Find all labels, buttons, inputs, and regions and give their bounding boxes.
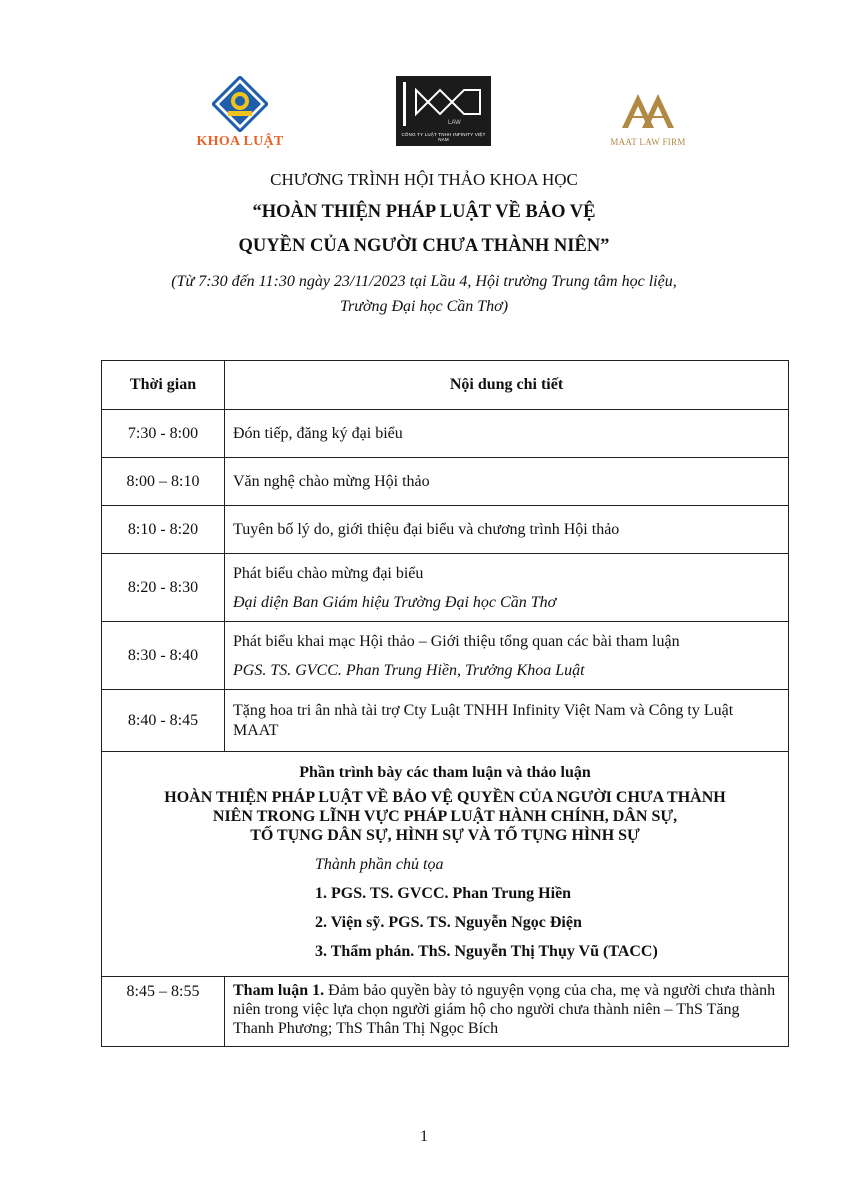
row-time: 8:45 – 8:55 bbox=[102, 977, 225, 1047]
infinity-mark-text: LAW bbox=[448, 120, 461, 126]
table-row bbox=[102, 410, 789, 458]
row-content bbox=[225, 554, 789, 622]
chair-item: 2. Viện sỹ. PGS. TS. Nguyễn Ngọc Điện bbox=[315, 914, 582, 931]
chair-item: 1. PGS. TS. GVCC. Phan Trung Hiền bbox=[315, 885, 572, 902]
infinity-small-text: CÔNG TY LUẬT TNHH INFINITY VIỆT NAM bbox=[401, 132, 486, 142]
session-title-line2: NIÊN TRONG LĨNH VỰC PHÁP LUẬT HÀNH CHÍNH, DÂN SỰ, bbox=[212, 808, 678, 825]
chair-label: Thành phần chủ tọa bbox=[315, 856, 444, 873]
program-table bbox=[101, 360, 789, 1047]
chair-item: 3. Thẩm phán. ThS. Nguyễn Thị Thụy Vũ (TACC) bbox=[315, 943, 658, 960]
khoa-luat-logo bbox=[190, 72, 290, 150]
program-info-line2: Trường Đại học Cần Thơ) bbox=[339, 298, 509, 315]
talk-content bbox=[225, 977, 789, 1047]
table-row bbox=[102, 977, 789, 1047]
row-content: Tuyên bố lý do, giới thiệu đại biểu và chương trình Hội thảo bbox=[225, 506, 789, 554]
maat-law-logo bbox=[608, 88, 688, 147]
program-title-line1: “HOÀN THIỆN PHÁP LUẬT VỀ BẢO VỆ bbox=[252, 202, 596, 222]
program-title-line2: QUYỀN CỦA NGƯỜI CHƯA THÀNH NIÊN” bbox=[238, 236, 610, 256]
session-label: Phần trình bày các tham luận và thảo luận bbox=[299, 764, 591, 781]
row-content: Tặng hoa tri ân nhà tài trợ Cty Luật TNHH Infinity Việt Nam và Công ty Luật MAAT bbox=[225, 690, 789, 752]
row-content: Văn nghệ chào mừng Hội thảo bbox=[225, 458, 789, 506]
column-header-content: Nội dung chi tiết bbox=[225, 361, 789, 410]
session-row bbox=[102, 752, 789, 977]
row-time: 8:20 - 8:30 bbox=[102, 554, 225, 622]
session-title-line1: HOÀN THIỆN PHÁP LUẬT VỀ BẢO VỆ QUYỀN CỦA NGƯỜI CHƯA THÀNH bbox=[164, 789, 726, 806]
page-number: 1 bbox=[420, 1128, 428, 1145]
can-tho-university-seal-icon bbox=[212, 76, 268, 132]
row-time: 8:30 - 8:40 bbox=[102, 622, 225, 690]
column-header-time: Thời gian bbox=[102, 361, 225, 410]
table-row bbox=[102, 458, 789, 506]
row-content bbox=[225, 622, 789, 690]
session-cell bbox=[102, 752, 789, 977]
session-title-line3: TỐ TỤNG DÂN SỰ, HÌNH SỰ VÀ TỐ TỤNG HÌNH SỰ bbox=[250, 827, 640, 844]
row-content-line1: Phát biểu khai mạc Hội thảo – Giới thiệu tổng quan các bài tham luận bbox=[233, 632, 680, 650]
program-info-line1: (Từ 7:30 đến 11:30 ngày 23/11/2023 tại Lầu 4, Hội trường Trung tâm học liệu, bbox=[171, 273, 677, 290]
table-row bbox=[102, 690, 789, 752]
table-row bbox=[102, 506, 789, 554]
row-time: 8:40 - 8:45 bbox=[102, 690, 225, 752]
talk-text: Đảm bảo quyền bày tỏ nguyện vọng của cha, mẹ và người chưa thành niên trong việc lựa chọn người giám hộ cho người chưa thành niên – ThS Tăng Thanh Phương; ThS Thân Thị Ngọc Bích bbox=[233, 982, 776, 1037]
maat-caption: MAAT LAW FIRM bbox=[610, 137, 686, 147]
row-content: Đón tiếp, đăng ký đại biểu bbox=[225, 410, 789, 458]
row-content-line2: PGS. TS. GVCC. Phan Trung Hiền, Trưởng Khoa Luật bbox=[233, 661, 585, 679]
table-row bbox=[102, 554, 789, 622]
khoa-luat-caption: KHOA LUẬT bbox=[196, 134, 284, 149]
program-subtitle: CHƯƠNG TRÌNH HỘI THẢO KHOA HỌC bbox=[270, 170, 578, 189]
table-row bbox=[102, 622, 789, 690]
row-time: 7:30 - 8:00 bbox=[102, 410, 225, 458]
chair-block bbox=[315, 851, 778, 966]
talk-label: Tham luận 1. bbox=[233, 982, 325, 999]
row-time: 8:10 - 8:20 bbox=[102, 506, 225, 554]
table-header-row bbox=[102, 361, 789, 410]
row-content-line1: Phát biểu chào mừng đại biểu bbox=[233, 564, 424, 582]
row-content-line2: Đại diện Ban Giám hiệu Trường Đại học Cần Thơ bbox=[233, 593, 557, 611]
maat-mountain-icon bbox=[618, 88, 678, 130]
infinity-mark-icon bbox=[396, 76, 491, 134]
infinity-law-logo bbox=[396, 76, 491, 146]
row-time: 8:00 – 8:10 bbox=[102, 458, 225, 506]
logo-bar bbox=[0, 72, 848, 162]
